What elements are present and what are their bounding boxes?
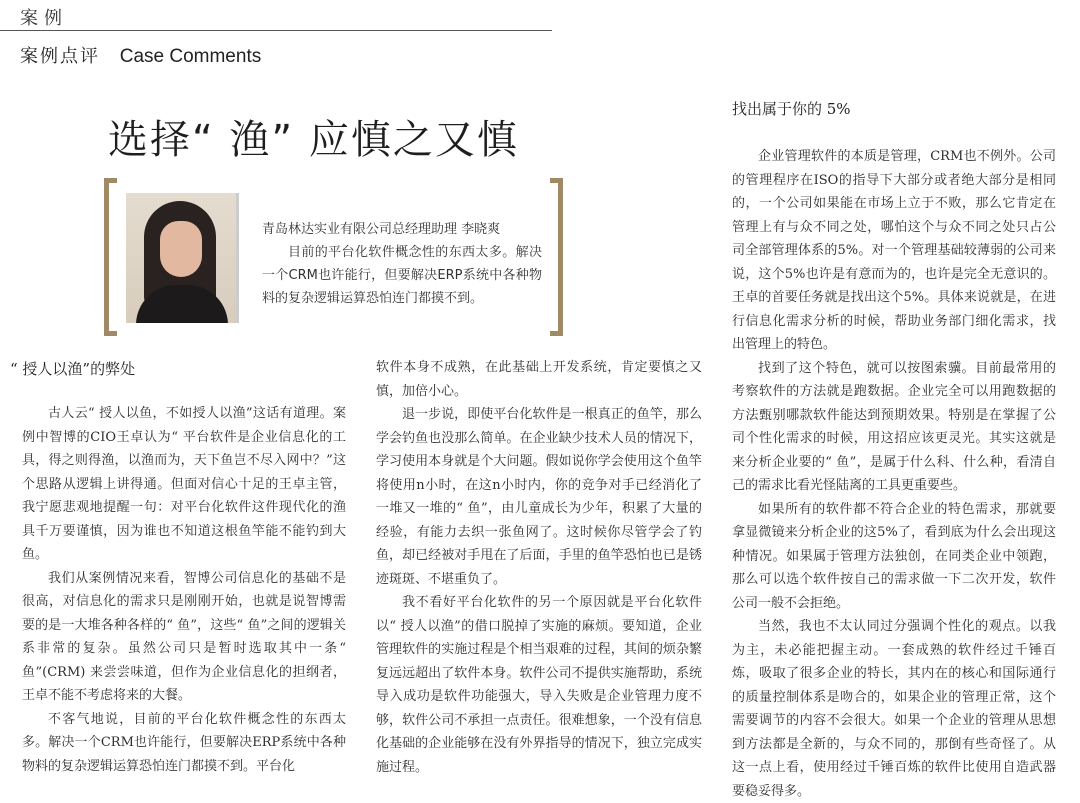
- paragraph: 当然，我也不太认同过分强调个性化的观点。以我为主，未必能把握主动。一套成熟的软件经过千锤百炼，吸取了很多企业的特长，其内在的核心和国际通行的质量控制体系是吻合的，如果企业的管理正常，这个需要调节的内容不会很大。如果一个企业的管理从思想到方法都是全新的，与众不同的，那倒有些奇怪了。从这一点上看，使用经过千锤百炼的软件比使用自造武器要稳妥得多。: [732, 619, 1056, 799]
- paragraph: 我们从案例情况来看，智博公司信息化的基础不是很高，对信息化的需求只是刚刚开始，也就是说智博需要的是一大堆各种各样的“ 鱼”，这些“ 鱼”之间的逻辑关系非常的复杂。虽然公司只是暂时选取其中一条“ 鱼”(CRM) 来尝尝味道，但作为企业信息化的担纲者，王卓不能不考虑将来的大餐。: [22, 570, 346, 703]
- paragraph: 我不看好平台化软件的另一个原因就是平台化软件以“ 授人以渔”的借口脱掉了实施的麻烦。要知道，企业管理软件的实施过程是个相当艰难的过程，其间的烦杂繁复远远超出了软件本身。软件公司不提供实施帮助，系统导入成功是软件功能强大，导入失败是企业管理力度不够，软件公司不承担一点责任。很难想象，一个没有信息化基础的企业能够在没有外界指导的情况下，独立完成实施过程。: [376, 595, 702, 775]
- paragraph: 不客气地说，目前的平台化软件概念性的东西太多。解决一个CRM也许能行，但要解决ERP系统中各种物料的复杂逻辑运算恐怕连门都摸不到。平台化: [22, 711, 346, 774]
- right-bracket-decoration: [550, 178, 563, 336]
- subsection-header: [20, 42, 261, 68]
- author-byline: 青岛林达实业有限公司总经理助理 李晓爽: [262, 222, 501, 237]
- left-bracket-decoration: [104, 178, 117, 336]
- article-title: 选择“ 渔” 应慎之又慎: [108, 117, 519, 163]
- paragraph: 软件本身不成熟，在此基础上开发系统，肯定要慎之又慎，加倍小心。: [376, 360, 702, 399]
- header-divider: [0, 30, 552, 31]
- article-column-3: [732, 145, 1056, 803]
- author-portrait: [126, 193, 239, 323]
- article-column-1: [22, 402, 346, 778]
- article-intro: [262, 218, 542, 310]
- section-label: 案例: [20, 8, 68, 29]
- column-3-heading: 找出属于你的 5%: [732, 100, 851, 118]
- article-column-2: [376, 356, 702, 779]
- paragraph: 古人云“ 授人以鱼，不如授人以渔”这话有道理。案例中智博的CIO王卓认为“ 平台软件是企业信息化的工具，得之则得渔，以渔而为，天下鱼岂不尽入网中？”这个思路从逻辑上讲得通。但面对信心十足的王卓主管，我宁愿悲观地提醒一句：对平台化软件这件现代化的渔具千万要谨慎，因为谁也不知道这根鱼竿能不能钓到大鱼。: [22, 406, 346, 562]
- paragraph: 企业管理软件的本质是管理，CRM也不例外。公司的管理程序在ISO的指导下大部分或者绝大部分是相同的，一个公司如果能在市场上立于不败，那么它肯定在管理上有与众不同之处，哪怕这个与众不同之处只占公司全部管理体系的5%。对一个管理基础较薄弱的公司来说，这个5%也许是有意而为的，也许是完全无意识的。王卓的首要任务就是找出这个5%。具体来说就是，在进行信息化需求分析的时候，帮助业务部门细化需求，找出管理上的特色。: [732, 149, 1056, 352]
- paragraph: 退一步说，即使平台化软件是一根真正的鱼竿，那么学会钓鱼也没那么简单。在企业缺少技术人员的情况下，学习使用本身就是个大问题。假如说你学会使用这个鱼竿将使用n小时，在这n小时内，你的竞争对手已经消化了一堆又一堆的“ 鱼”，由儿童成长为少年，积累了大量的经验，有能力去织一张鱼网了。这时候你尽管学会了钓鱼，却已经被对手甩在了后面，手里的鱼竿恐怕也已是锈迹斑斑、不堪重负了。: [376, 407, 702, 587]
- paragraph: 找到了这个特色，就可以按图索骥。目前最常用的考察软件的方法就是跑数据。企业完全可以用跑数据的方法甄别哪款软件能达到预期效果。特别是在掌握了公司个性化需求的时候，用这招应该更灵光。其实这就是来分析企业要的“ 鱼”，是属于什么科、什么种，看清自己的需求比看光怪陆离的工具更重要些。: [732, 360, 1056, 493]
- intro-summary: 目前的平台化软件概念性的东西太多。解决一个CRM也许能行，但要解决ERP系统中各种物料的复杂逻辑运算恐怕连门都摸不到。: [262, 245, 542, 306]
- subsection-title-cn: 案例点评: [20, 46, 100, 67]
- subsection-title-en: Case Comments: [119, 46, 262, 67]
- paragraph: 如果所有的软件都不符合企业的特色需求，那就要拿显微镜来分析企业的这5%了，看到底为什么会出现这种情况。如果属于管理方法独创，在同类企业中领跑，那么可以选个软件按自己的需求做一下二次开发，软件公司一般不会拒绝。: [732, 501, 1056, 611]
- column-1-heading: “ 授人以渔”的弊处: [10, 360, 136, 378]
